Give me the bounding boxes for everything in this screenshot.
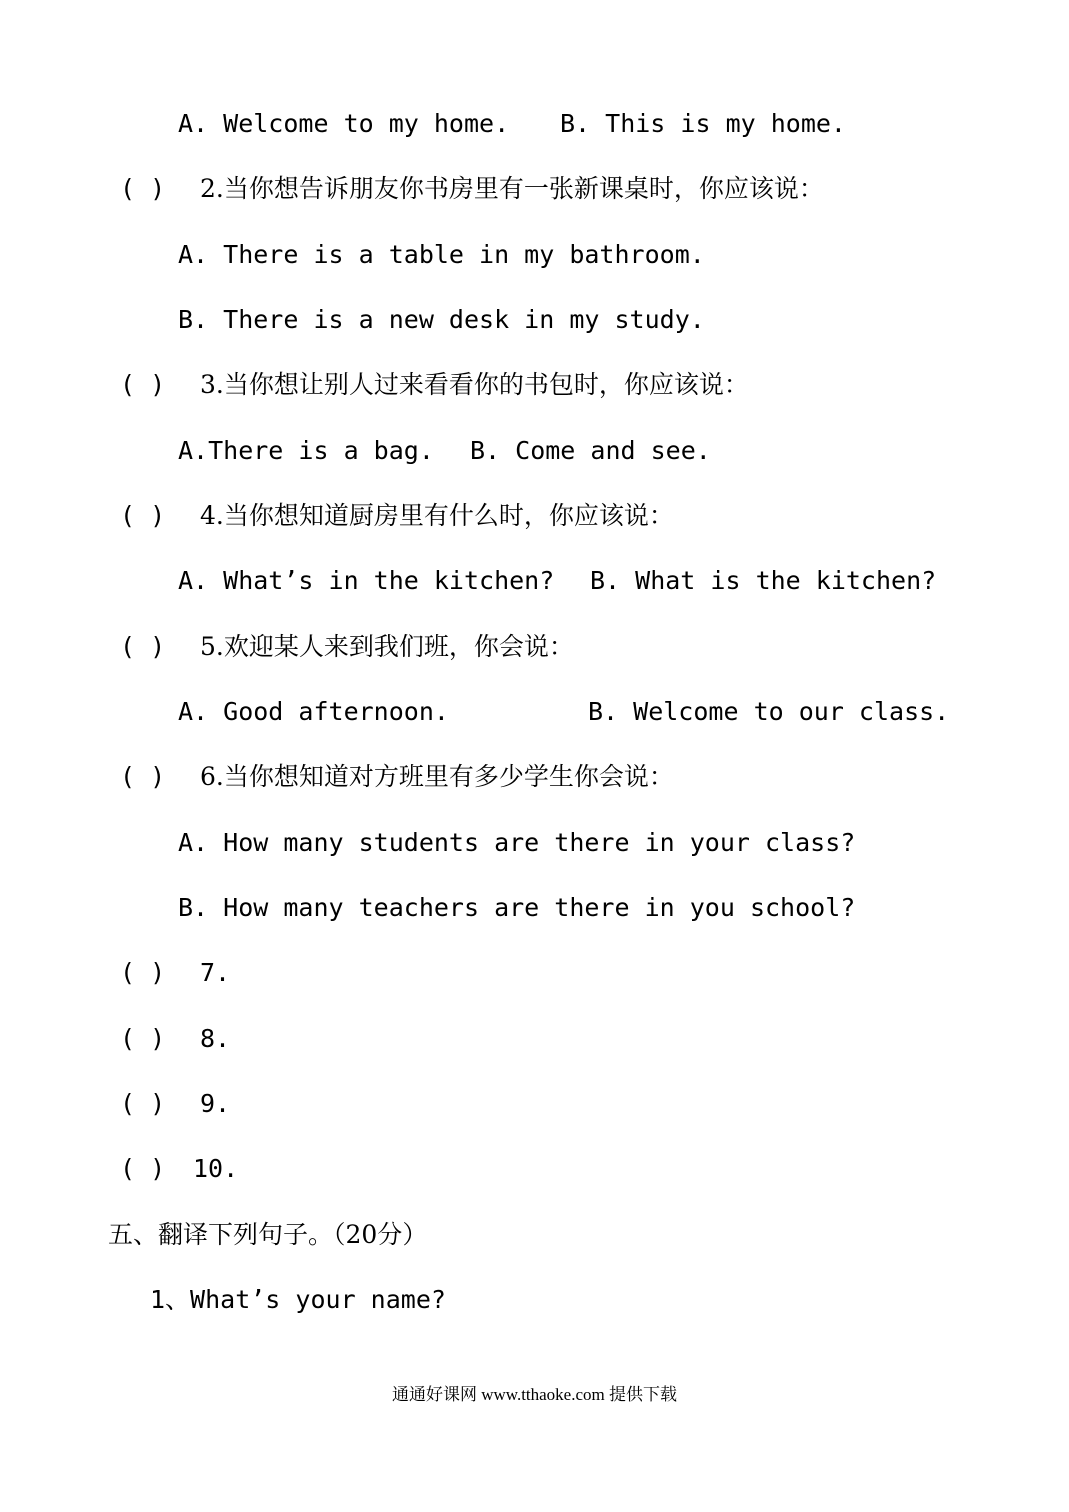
q5-prompt: 5.欢迎某人来到我们班，你会说： xyxy=(200,632,574,661)
q6-paren: ( ) xyxy=(120,762,166,791)
q4-paren: ( ) xyxy=(120,501,166,530)
q5-paren: ( ) xyxy=(120,632,166,661)
q7-prompt: 7. xyxy=(200,958,231,987)
q10-paren: ( ) xyxy=(120,1154,166,1183)
q4-prompt: 4.当你想知道厨房里有什么时，你应该说： xyxy=(200,501,674,530)
q2-prompt: 2.当你想告诉朋友你书房里有一张新课桌时，你应该说： xyxy=(200,174,824,203)
q4-option-a: A. What’s in the kitchen? xyxy=(178,566,555,595)
q1-option-b: B. This is my home. xyxy=(560,109,846,138)
q5-option-a: A. Good afternoon. xyxy=(178,697,449,726)
q3-paren: ( ) xyxy=(120,370,166,399)
q8-paren: ( ) xyxy=(120,1024,166,1053)
q8-prompt: 8. xyxy=(200,1024,231,1053)
q3-option-a: A.There is a bag. xyxy=(178,436,434,465)
q3-prompt: 3.当你想让别人过来看看你的书包时，你应该说： xyxy=(200,370,749,399)
q2-option-b: B. There is a new desk in my study. xyxy=(178,305,705,334)
q4-option-b: B. What is the kitchen? xyxy=(590,566,937,595)
q6-option-a: A. How many students are there in your class? xyxy=(178,828,856,857)
q2-option-a: A. There is a table in my bathroom. xyxy=(178,240,705,269)
q9-paren: ( ) xyxy=(120,1089,166,1118)
q7-paren: ( ) xyxy=(120,958,166,987)
section5-heading: 五、翻译下列句子。（20分） xyxy=(108,1220,428,1249)
q5-option-b: B. Welcome to our class. xyxy=(588,697,950,726)
q9-prompt: 9. xyxy=(200,1089,231,1118)
q3-option-b: B. Come and see. xyxy=(470,436,711,465)
page-footer: 通通好课网 www.tthaoke.com 提供下载 xyxy=(391,1385,678,1404)
q2-paren: ( ) xyxy=(120,174,166,203)
section5-item-1: 1、What’s your name? xyxy=(150,1285,446,1314)
q6-prompt: 6.当你想知道对方班里有多少学生你会说： xyxy=(200,762,674,791)
q6-option-b: B. How many teachers are there in you school? xyxy=(178,893,856,922)
q1-option-a: A. Welcome to my home. xyxy=(178,109,510,138)
q10-prompt: 10. xyxy=(193,1154,239,1183)
